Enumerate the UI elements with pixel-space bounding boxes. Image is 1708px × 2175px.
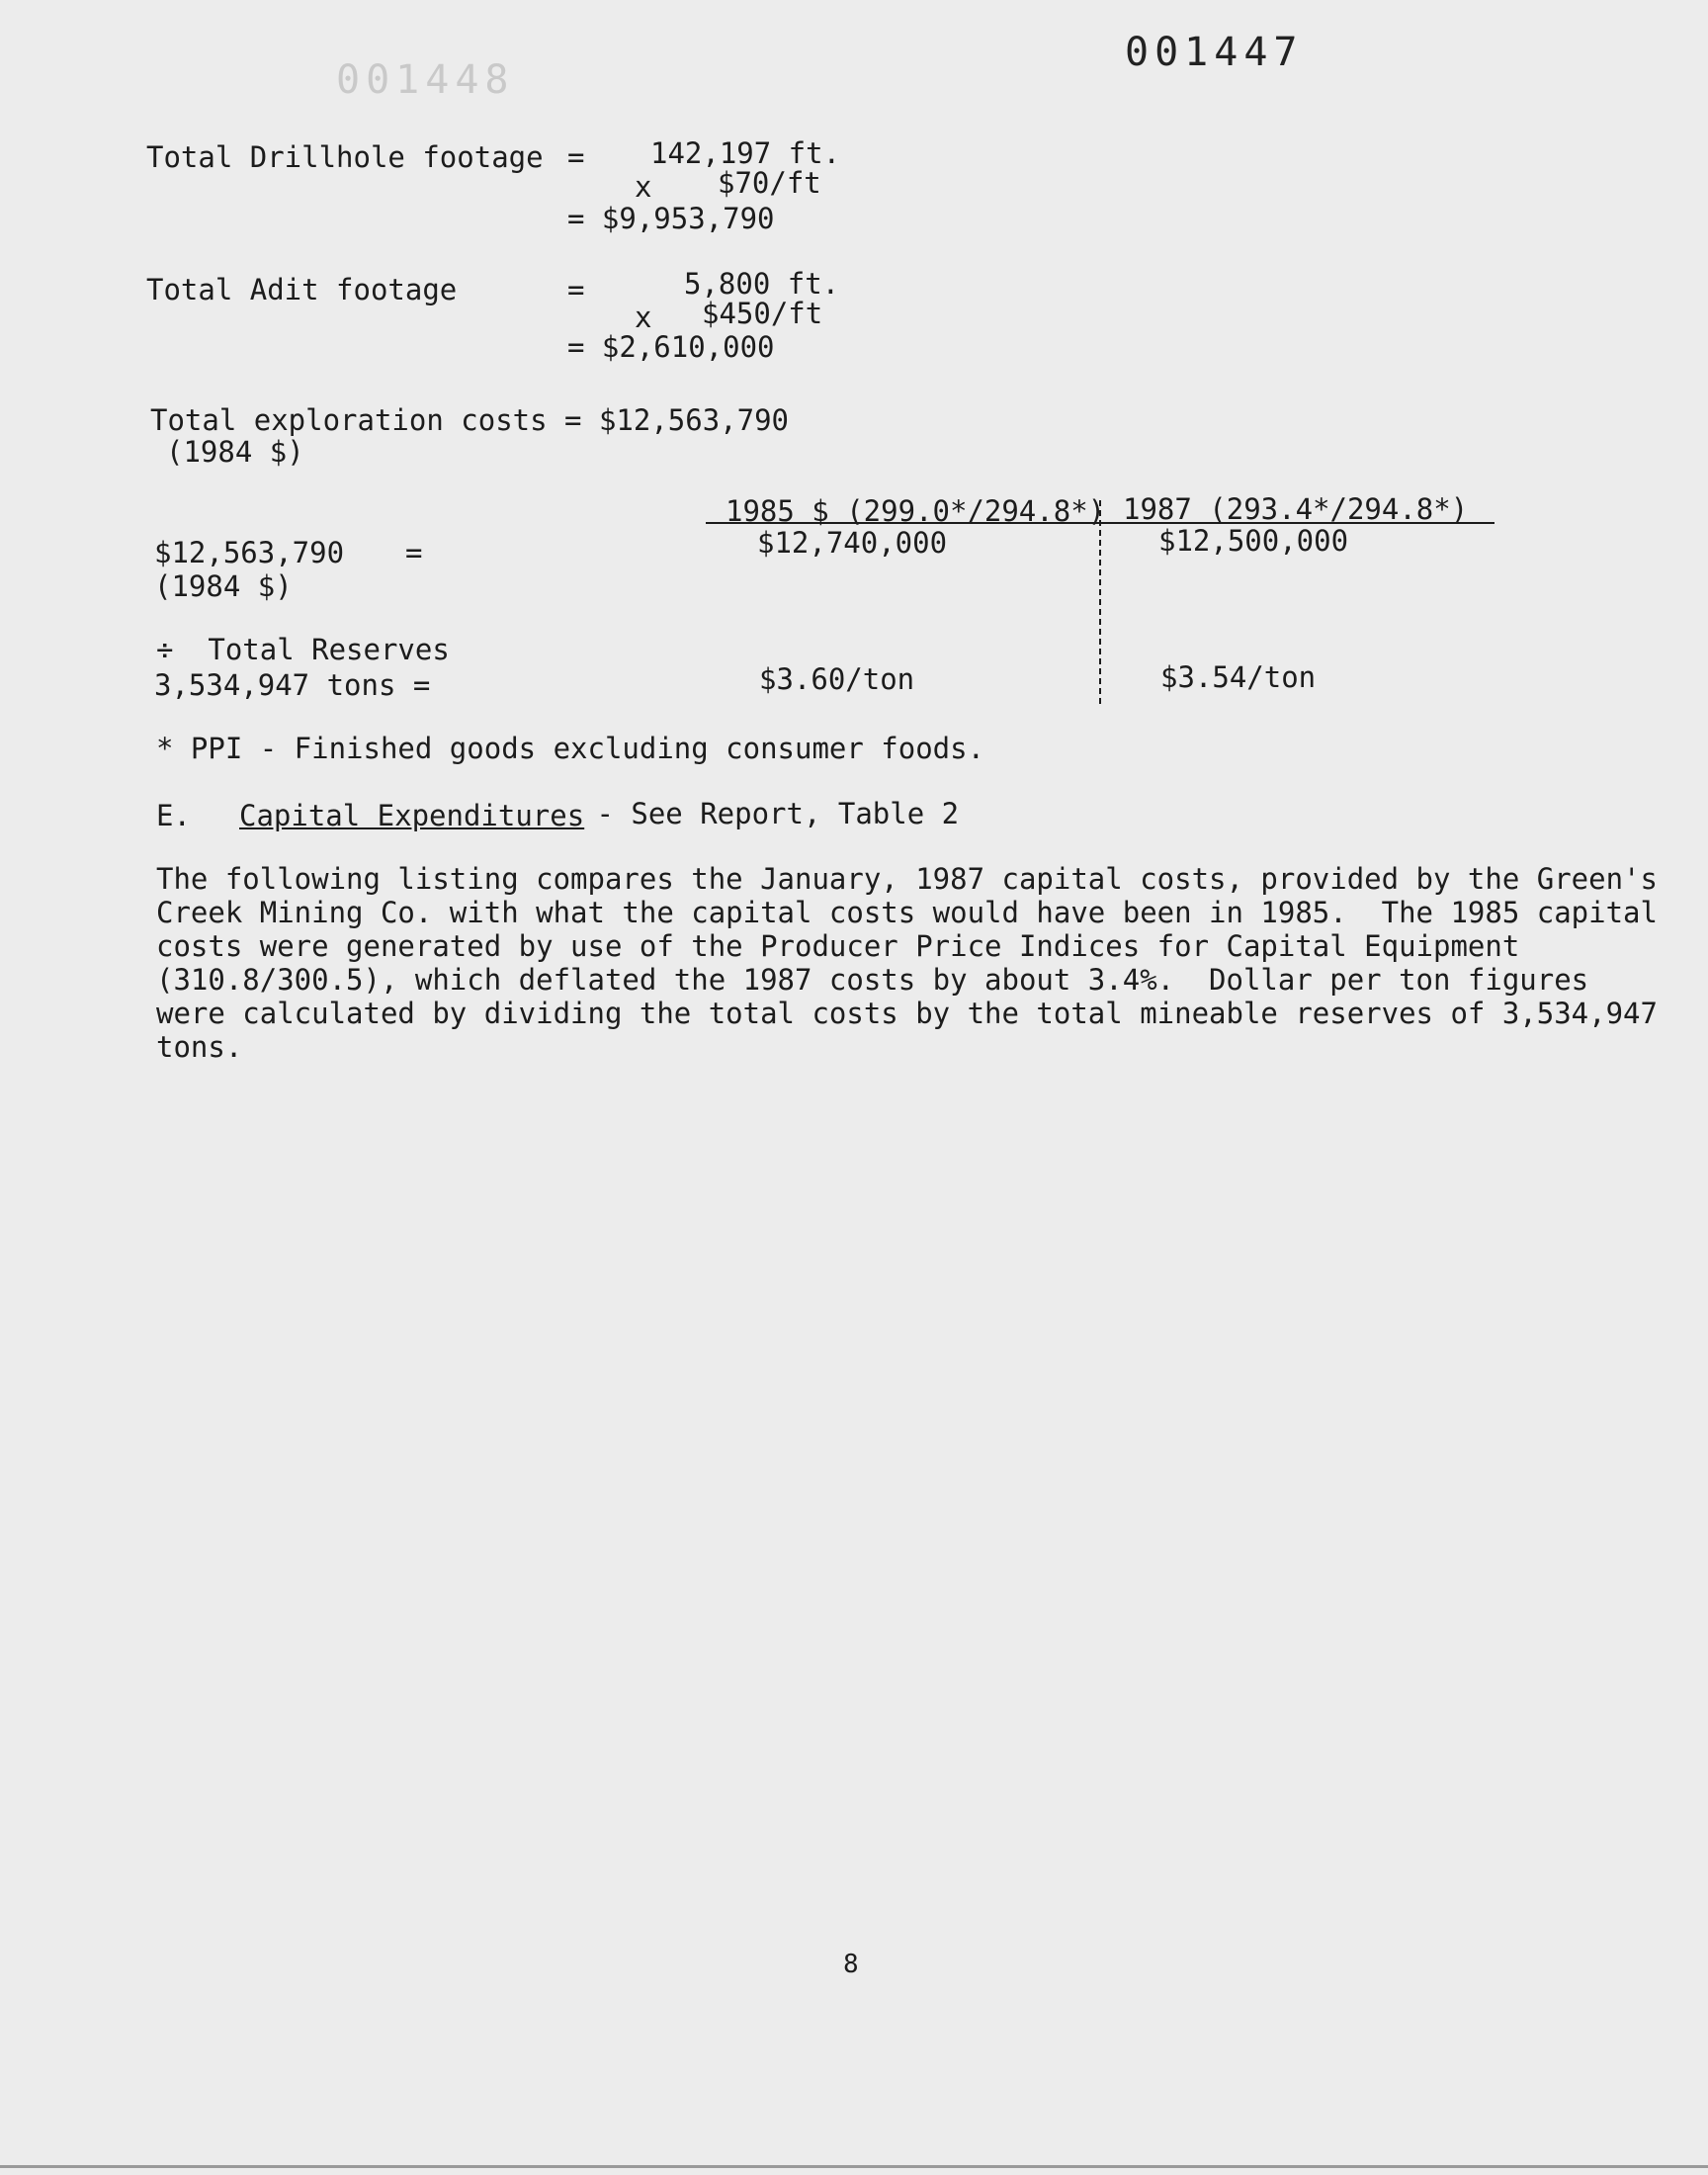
cost-1987: $12,500,000: [1158, 524, 1349, 558]
exploration-total: Total exploration costs = $12,563,790: [150, 403, 790, 437]
explanation-paragraph: [156, 862, 1658, 1064]
adit-equals: =: [567, 273, 585, 306]
drillhole-label: Total Drillhole footage: [146, 140, 544, 174]
paragraph-line: were calculated by dividing the total costs by the total mineable reserves of 3,534,947: [156, 997, 1658, 1030]
reserves-cost-year: (1984 $): [154, 569, 293, 603]
section-title: Capital Expenditures: [239, 799, 585, 832]
faint-bleedthrough-number: 001448: [336, 57, 515, 103]
adit-rate: $450/ft: [702, 297, 823, 330]
document-number: 001447: [1125, 30, 1304, 75]
ppi-footnote: * PPI - Finished goods excluding consumer foods.: [156, 732, 985, 765]
reserves-cost-equals: =: [405, 536, 423, 569]
adit-footage: 5,800 ft.: [684, 267, 840, 301]
paragraph-line: Creek Mining Co. with what the capital costs would have been in 1985. The 1985 capital: [156, 896, 1658, 929]
per-ton-1987: $3.54/ton: [1160, 660, 1317, 694]
scan-bottom-edge: [0, 2165, 1708, 2168]
drillhole-equals: =: [567, 140, 585, 174]
drillhole-footage: 142,197 ft.: [650, 136, 841, 170]
paragraph-line: tons.: [156, 1030, 243, 1064]
per-ton-1985: $3.60/ton: [759, 662, 915, 696]
column-divider: [1099, 500, 1101, 704]
header-1985: 1985 $ (299.0*/294.8*): [726, 494, 1106, 528]
section-reference: - See Report, Table 2: [579, 797, 960, 830]
paragraph-line: The following listing compares the January, 1987 capital costs, provided by the Green's: [156, 862, 1658, 896]
exploration-year: (1984 $): [166, 435, 304, 469]
adit-total: = $2,610,000: [567, 330, 775, 364]
drillhole-total: = $9,953,790: [567, 202, 775, 235]
drillhole-rate: $70/ft: [718, 166, 821, 200]
page-number: 8: [843, 1950, 859, 1979]
adit-label: Total Adit footage: [146, 273, 458, 306]
reserves-tons: 3,534,947 tons =: [154, 668, 431, 702]
cost-1985: $12,740,000: [757, 526, 948, 560]
reserves-label: ÷ Total Reserves: [156, 633, 450, 666]
header-1987: 1987 (293.4*/294.8*): [1123, 492, 1469, 526]
reserves-cost-label: $12,563,790: [154, 536, 345, 569]
paragraph-line: (310.8/300.5), which deflated the 1987 costs by about 3.4%. Dollar per ton figures: [156, 963, 1589, 997]
adit-times: x: [635, 301, 652, 334]
drillhole-times: x: [635, 170, 652, 204]
paragraph-line: costs were generated by use of the Producer Price Indices for Capital Equipment: [156, 929, 1520, 963]
section-letter: E.: [156, 799, 191, 832]
